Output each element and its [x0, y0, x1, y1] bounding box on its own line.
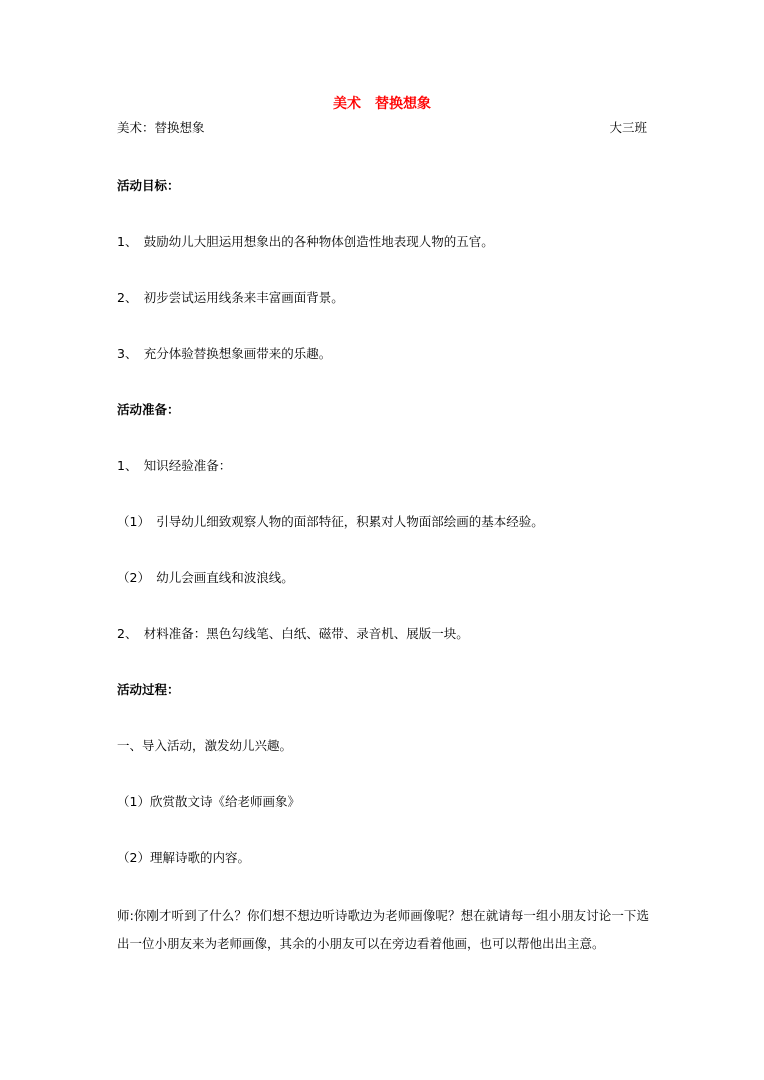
goal-item: 3、 充分体验替换想象画带来的乐趣。	[117, 346, 332, 361]
document-title: 美术 替换想象	[333, 96, 431, 112]
goal-item: 2、 初步尝试运用线条来丰富画面背景。	[117, 290, 344, 305]
subject-label: 美术：替换想象	[117, 120, 205, 135]
goal-item: 1、 鼓励幼儿大胆运用想象出的各种物体创造性地表现人物的五官。	[117, 234, 494, 249]
class-label: 大三班	[609, 120, 647, 135]
goals-heading: 活动目标：	[117, 178, 180, 193]
process-item: （2）理解诗歌的内容。	[117, 850, 250, 865]
dialogue-paragraph: 师:你刚才听到了什么？你们想不想边听诗歌边为老师画像呢？想在就请每一组小朋友讨论一下选出一位小朋友来为老师画像，其余的小朋友可以在旁边看着他画，也可以帮他出出主意。	[117, 908, 649, 951]
prep-item: （2） 幼儿会画直线和波浪线。	[117, 570, 294, 585]
process-heading: 活动过程：	[117, 682, 180, 697]
prep-heading: 活动准备：	[117, 402, 180, 417]
process-item: 一、导入活动，激发幼儿兴趣。	[117, 738, 293, 753]
process-item: （1）欣赏散文诗《给老师画象》	[117, 794, 300, 809]
prep-item: 2、 材料准备：黑色勾线笔、白纸、磁带、录音机、展版一块。	[117, 626, 469, 641]
subject-line	[117, 118, 647, 136]
prep-item: （1） 引导幼儿细致观察人物的面部特征，积累对人物面部绘画的基本经验。	[117, 514, 544, 529]
prep-item: 1、 知识经验准备：	[117, 458, 232, 473]
